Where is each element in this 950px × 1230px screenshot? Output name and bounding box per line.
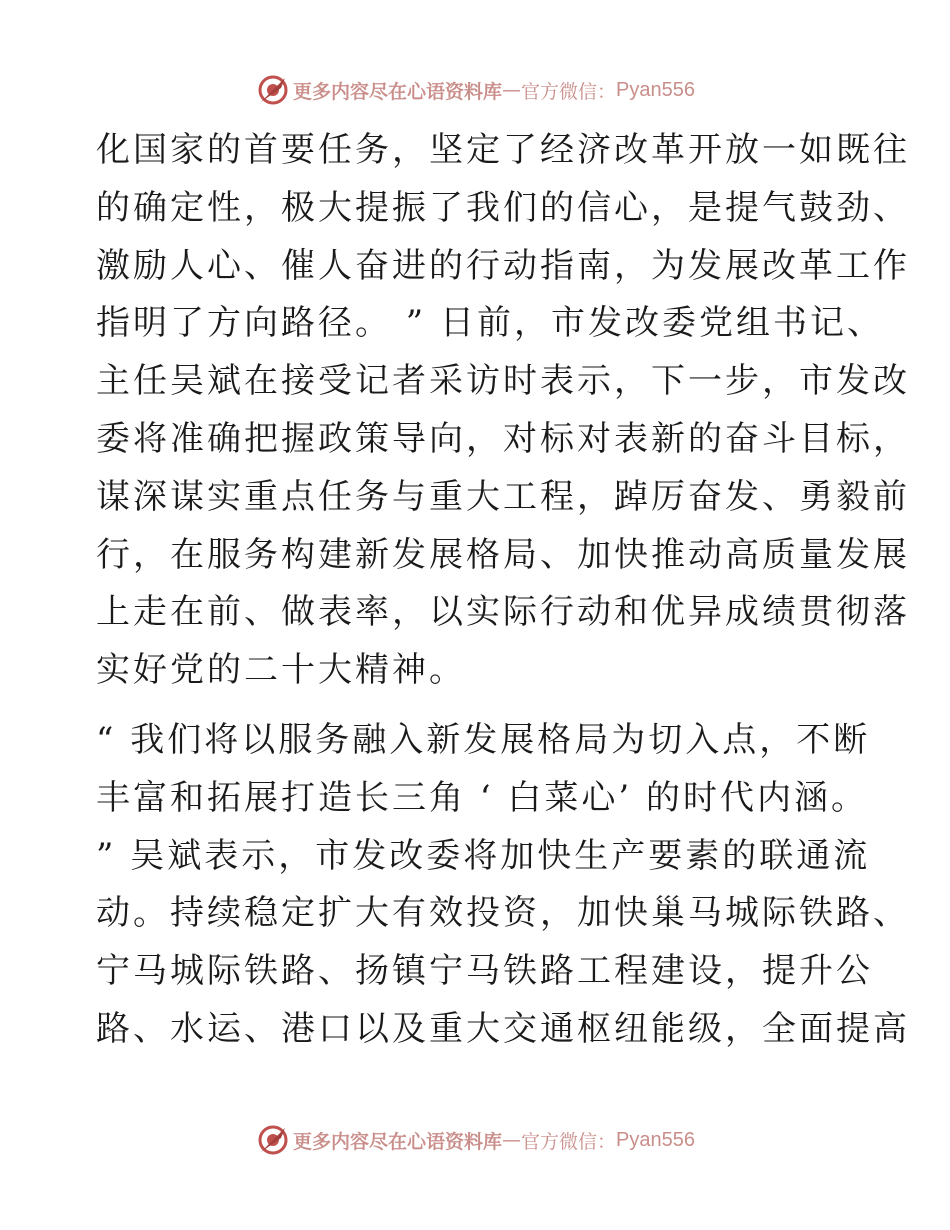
text-line: 行，在服务构建新发展格局、加快推动高质量发展 xyxy=(96,534,910,575)
watermark-wechat-label: 官方微信： xyxy=(521,1130,617,1153)
text-line: 激励人心、催人奋进的行动指南，为发展改革工作 xyxy=(96,245,910,286)
text-line: 宁马城际铁路、扬镇宁马铁路工程建设，提升公 xyxy=(96,951,873,992)
text-line: 谋深谋实重点任务与重大工程，踔厉奋发、勇毅前 xyxy=(96,476,910,517)
header-watermark-banner xyxy=(0,70,950,110)
quill-logo-icon xyxy=(255,72,291,108)
paragraph-1 xyxy=(96,122,910,700)
text-line: “ 我们将以服务融入新发展格局为切入点，不断 xyxy=(96,719,871,760)
text-line: 上走在前、做表率，以实际行动和优异成绩贯彻落 xyxy=(96,592,910,633)
text-line: 主任吴斌在接受记者采访时表示，下一步，市发改 xyxy=(96,361,910,402)
watermark-wechat-id: Pyan556 xyxy=(616,1128,695,1151)
watermark-wechat-id: Pyan556 xyxy=(616,78,695,101)
watermark-main-text: 更多内容尽在心语资料库 xyxy=(293,80,503,103)
quill-logo-icon xyxy=(255,1122,291,1158)
text-line: 指明了方向路径。 ” 日前，市发改委党组书记、 xyxy=(96,303,884,344)
text-line: 丰富和拓展打造长三角 ‘ 白菜心’ 的时代内涵。 xyxy=(96,777,869,818)
text-line: 的确定性，极大提振了我们的信心，是提气鼓劲、 xyxy=(96,187,910,228)
text-line: 委将准确把握政策导向，对标对表新的奋斗目标， xyxy=(96,418,910,459)
text-line: 动。持续稳定扩大有效投资，加快巢马城际铁路、 xyxy=(96,893,910,934)
watermark-dash: — xyxy=(502,1129,522,1151)
paragraph-2 xyxy=(96,712,910,1059)
footer-watermark-banner xyxy=(0,1120,950,1160)
watermark-main-text: 更多内容尽在心语资料库 xyxy=(293,1130,503,1153)
text-line: ” 吴斌表示，市发改委将加快生产要素的联通流 xyxy=(96,835,871,876)
text-line: 路、水运、港口以及重大交通枢纽能级，全面提高 xyxy=(96,1008,910,1049)
text-line: 化国家的首要任务，坚定了经济改革开放一如既往 xyxy=(96,130,910,170)
watermark-dash: — xyxy=(502,79,522,101)
watermark-wechat-label: 官方微信： xyxy=(521,80,617,103)
document-body xyxy=(96,122,910,1059)
paragraph-gap xyxy=(96,700,856,712)
text-line: 实好党的二十大精神。 xyxy=(96,650,466,691)
